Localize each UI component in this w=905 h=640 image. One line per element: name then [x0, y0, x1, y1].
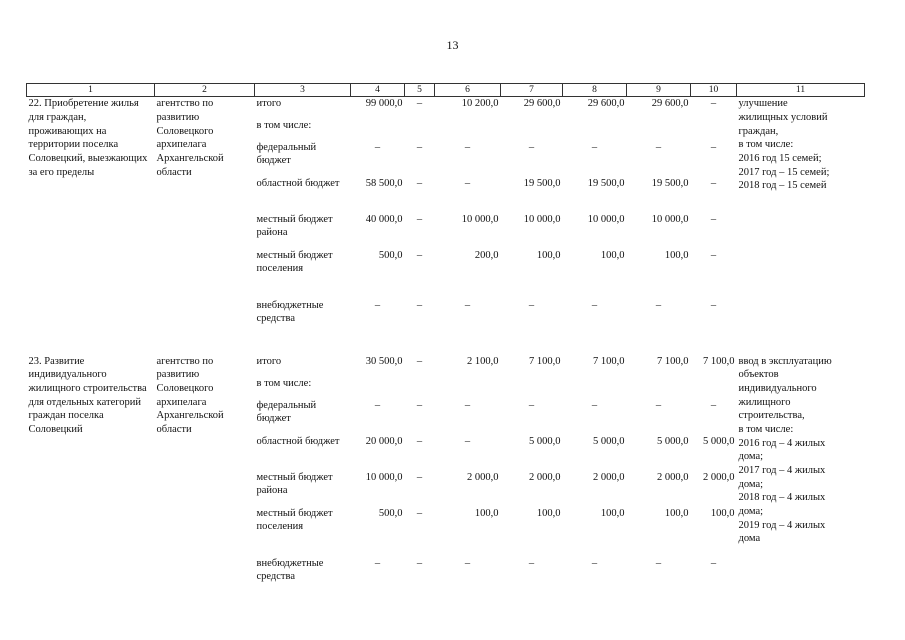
column-header: 2 [155, 84, 255, 97]
funding-source: в том числе: [256, 377, 312, 389]
result-line: дома; [738, 478, 764, 490]
amount-cell: – [416, 98, 423, 110]
amount-cell: 10 000,0 [587, 213, 625, 225]
amount-cell: – [464, 435, 471, 447]
amount-cell [501, 119, 563, 141]
amount-cell: 2 100,0 [467, 355, 499, 367]
amount-cell: 5 000,0 [529, 435, 561, 447]
amount-cell: – [591, 557, 598, 569]
amount-cell [563, 377, 627, 399]
amount-cell: – [528, 557, 535, 569]
amount-cell: – [710, 299, 717, 311]
result-line: дома; [738, 451, 764, 463]
funding-source: областной бюджет [256, 435, 340, 447]
amount-cell: – [591, 399, 598, 411]
amount-cell: – [416, 557, 423, 569]
amount-cell: 58 500,0 [365, 177, 403, 189]
result-line: 2018 год – 15 семей [738, 180, 827, 192]
amount-cell: – [416, 141, 423, 153]
amount-cell: 500,0 [378, 507, 403, 519]
expected-result [737, 355, 865, 593]
funding-source: федеральный бюджет [256, 399, 317, 425]
amount-cell: 100,0 [600, 507, 625, 519]
result-line: 2019 год – 4 жилых [738, 519, 826, 531]
amount-cell: – [655, 399, 662, 411]
executor: агентство по развитию Соловецкого архипелага Архангельской области [156, 98, 224, 178]
table-body [27, 97, 865, 593]
amount-cell: – [416, 177, 423, 189]
amount-cell: 99 000,0 [365, 98, 403, 110]
page-number: 13 [446, 38, 459, 52]
amount-cell: 100,0 [664, 507, 689, 519]
amount-cell: – [710, 141, 717, 153]
result-line: в том числе: [738, 424, 794, 436]
amount-cell: – [591, 141, 598, 153]
amount-cell [405, 377, 435, 399]
funding-source: итого [256, 98, 282, 110]
amount-cell: – [528, 299, 535, 311]
column-header: 3 [255, 84, 351, 97]
header-row [27, 84, 865, 97]
column-header: 11 [737, 84, 865, 97]
result-line: строительства, [738, 410, 805, 422]
column-header: 9 [627, 84, 691, 97]
funding-source: внебюджетные средства [256, 557, 324, 583]
column-header: 10 [691, 84, 737, 97]
amount-cell: 10 000,0 [365, 471, 403, 483]
amount-cell: – [416, 399, 423, 411]
amount-cell [435, 119, 501, 141]
amount-cell: 19 500,0 [523, 177, 561, 189]
budget-table [26, 83, 865, 593]
amount-cell: 7 100,0 [657, 355, 689, 367]
amount-cell: – [416, 435, 423, 447]
amount-cell: – [416, 355, 423, 367]
amount-cell: 2 000,0 [593, 471, 625, 483]
amount-cell [627, 377, 691, 399]
amount-cell: 5 000,0 [657, 435, 689, 447]
column-header: 7 [501, 84, 563, 97]
amount-cell: 500,0 [378, 249, 403, 261]
amount-cell: 5 000,0 [593, 435, 625, 447]
result-line: граждан, [738, 125, 779, 137]
result-line: дома; [738, 505, 764, 517]
amount-cell: – [464, 557, 471, 569]
amount-cell: 100,0 [536, 507, 561, 519]
amount-cell: – [416, 471, 423, 483]
amount-cell: – [655, 557, 662, 569]
result-line: 2016 год 15 семей; [738, 152, 822, 164]
table-row [27, 97, 865, 119]
amount-cell: – [464, 299, 471, 311]
result-line: 2017 год – 4 жилых [738, 464, 826, 476]
amount-cell: 29 600,0 [587, 98, 625, 110]
amount-cell: 29 600,0 [651, 98, 689, 110]
column-header: 4 [351, 84, 405, 97]
amount-cell: 100,0 [710, 507, 735, 519]
result-line: в том числе: [738, 139, 794, 151]
amount-cell: 10 000,0 [523, 213, 561, 225]
amount-cell: 100,0 [536, 249, 561, 261]
amount-cell: – [710, 557, 717, 569]
amount-cell: – [528, 141, 535, 153]
amount-cell: – [374, 299, 381, 311]
amount-cell: 7 100,0 [593, 355, 625, 367]
table-row [27, 355, 865, 377]
amount-cell: 200,0 [474, 249, 499, 261]
amount-cell: – [464, 177, 471, 189]
result-line: улучшение [738, 98, 788, 110]
amount-cell: – [655, 299, 662, 311]
amount-cell: – [710, 399, 717, 411]
amount-cell: 2 000,0 [703, 471, 735, 483]
amount-cell: – [416, 249, 423, 261]
amount-cell: 10 200,0 [461, 98, 499, 110]
column-header: 8 [563, 84, 627, 97]
section-spacer [27, 335, 865, 355]
amount-cell: – [464, 399, 471, 411]
result-line: индивидуального [738, 383, 817, 395]
measure-name: 22. Приобретение жилья для граждан, проживающих на территории поселка Соловецкий, выезжающих за его пределы [28, 98, 148, 178]
amount-cell: – [710, 98, 717, 110]
result-line: дома [738, 533, 761, 545]
funding-source: итого [256, 355, 282, 367]
amount-cell: – [416, 507, 423, 519]
amount-cell [691, 119, 737, 141]
amount-cell [501, 377, 563, 399]
result-line: 2018 год – 4 жилых [738, 492, 826, 504]
column-header: 5 [405, 84, 435, 97]
amount-cell [563, 119, 627, 141]
amount-cell: – [416, 213, 423, 225]
amount-cell [627, 119, 691, 141]
amount-cell: – [655, 141, 662, 153]
amount-cell: – [464, 141, 471, 153]
amount-cell: – [416, 299, 423, 311]
amount-cell: 7 100,0 [703, 355, 735, 367]
funding-source: местный бюджет района [256, 471, 333, 497]
funding-source: федеральный бюджет [256, 141, 317, 167]
measure-name: 23. Развитие индивидуального жилищного строительства для отдельных категорий граждан поселка Соловецкий [28, 355, 147, 436]
amount-cell [691, 377, 737, 399]
result-line: объектов [738, 369, 779, 381]
expected-result [737, 97, 865, 335]
amount-cell: 40 000,0 [365, 213, 403, 225]
amount-cell: 2 000,0 [467, 471, 499, 483]
amount-cell: – [710, 177, 717, 189]
amount-cell: – [374, 399, 381, 411]
amount-cell: 20 000,0 [365, 435, 403, 447]
funding-source: в том числе: [256, 119, 312, 131]
amount-cell: 30 500,0 [365, 355, 403, 367]
result-line: 2017 год – 15 семей; [738, 166, 830, 178]
column-header: 1 [27, 84, 155, 97]
amount-cell: 5 000,0 [703, 435, 735, 447]
amount-cell: 10 000,0 [651, 213, 689, 225]
column-header: 6 [435, 84, 501, 97]
amount-cell: 7 100,0 [529, 355, 561, 367]
amount-cell: – [528, 399, 535, 411]
amount-cell: 100,0 [664, 249, 689, 261]
funding-source: местный бюджет района [256, 213, 333, 239]
amount-cell: 100,0 [600, 249, 625, 261]
result-line: 2016 год – 4 жилых [738, 437, 826, 449]
amount-cell [405, 119, 435, 141]
amount-cell [351, 119, 405, 141]
amount-cell: 10 000,0 [461, 213, 499, 225]
funding-source: местный бюджет поселения [256, 507, 333, 533]
funding-source: местный бюджет поселения [256, 249, 333, 275]
result-line: ввод в эксплуатацию [738, 355, 832, 367]
amount-cell: – [710, 249, 717, 261]
amount-cell: – [374, 141, 381, 153]
funding-source: областной бюджет [256, 177, 340, 189]
amount-cell [351, 377, 405, 399]
executor: агентство по развитию Соловецкого архипелага Архангельской области [156, 355, 224, 436]
amount-cell: – [591, 299, 598, 311]
result-line: жилищного [738, 396, 791, 408]
amount-cell: 19 500,0 [651, 177, 689, 189]
amount-cell [435, 377, 501, 399]
amount-cell: – [710, 213, 717, 225]
amount-cell: 2 000,0 [529, 471, 561, 483]
amount-cell: 19 500,0 [587, 177, 625, 189]
funding-source: внебюджетные средства [256, 299, 324, 325]
amount-cell: 2 000,0 [657, 471, 689, 483]
spacer-cell [27, 335, 865, 355]
amount-cell: 29 600,0 [523, 98, 561, 110]
result-line: жилищных условий [738, 111, 828, 123]
table-header [27, 84, 865, 97]
amount-cell: 100,0 [474, 507, 499, 519]
amount-cell: – [374, 557, 381, 569]
